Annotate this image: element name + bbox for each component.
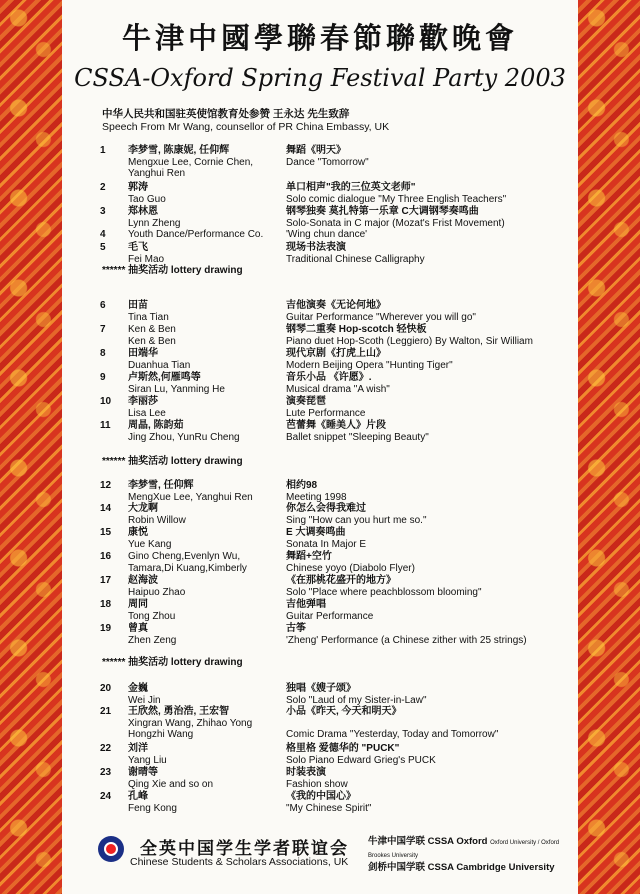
performer-line: 田苗 [128, 300, 148, 311]
performer-line: 周晶, 陈韵茹 [128, 420, 184, 431]
act-line: Comic Drama "Yesterday, Today and Tomorrow" [286, 729, 499, 740]
speech-chinese: 中华人民共和国驻英使馆教育处参赞 王永达 先生致辞 [102, 108, 350, 120]
act-line: Chinese yoyo (Diabolo Flyer) [286, 562, 415, 574]
act-line: Sing "How can you hurt me so." [286, 514, 427, 526]
footer-oxford: 牛津中国学联 CSSA Oxford [368, 836, 488, 847]
act-line: 音乐小品 《许愿》. [286, 372, 372, 383]
item-performers [128, 300, 288, 323]
item-act [286, 503, 576, 526]
act-line: Solo comic dialogue "My Three English Teachers" [286, 193, 507, 205]
item-number: 19 [100, 623, 112, 634]
item-performers [128, 229, 288, 241]
act-line: E 大调奏鸣曲 [286, 527, 346, 538]
act-line: Musical drama "A wish" [286, 383, 390, 395]
item-performers [128, 420, 288, 443]
left-dragon-border [0, 0, 62, 894]
act-line: Traditional Chinese Calligraphy [286, 253, 425, 265]
item-number: 22 [100, 743, 112, 754]
act-line: Solo "Laud of my Sister-in-Law" [286, 694, 427, 706]
act-line: 单口相声"我的三位英文老师" [286, 182, 416, 193]
performer-line: Jing Zhou, YunRu Cheng [128, 431, 240, 443]
performer-line: Tong Zhou [128, 610, 176, 622]
item-number: 23 [100, 767, 112, 778]
item-number: 5 [100, 242, 106, 253]
item-performers [128, 767, 288, 790]
performer-line: 谢晴等 [128, 767, 158, 778]
item-number: 24 [100, 791, 112, 802]
item-number: 2 [100, 182, 106, 193]
performer-line: Youth Dance/Performance Co. [128, 229, 264, 240]
item-performers [128, 503, 288, 526]
act-line: 你怎么会得我难过 [286, 503, 366, 514]
item-act [286, 551, 576, 574]
item-performers [128, 683, 288, 706]
item-act [286, 706, 576, 741]
page-title-chinese: 牛津中國學聯春節聯歡晚會 [121, 21, 518, 55]
item-performers [128, 480, 288, 503]
item-performers [128, 324, 288, 347]
item-act [286, 420, 576, 443]
programme-sheet [62, 0, 578, 894]
performer-line: 刘洋 [128, 743, 148, 754]
footer-cambridge: 剑桥中国学联 CSSA Cambridge University [368, 862, 555, 873]
performer-line: Tina Tian [128, 311, 169, 323]
performer-line: Hongzhi Wang [128, 729, 194, 740]
performer-line: Fei Mao [128, 253, 165, 265]
item-act [286, 743, 576, 766]
performer-line: Xingran Wang, Zhihao Yong [128, 717, 253, 729]
item-act [286, 229, 576, 241]
item-act [286, 623, 576, 646]
right-dragon-border [578, 0, 640, 894]
performer-line: 周同 [128, 599, 148, 610]
item-performers [128, 242, 288, 265]
performer-line: Siran Lu, Yanming He [128, 383, 225, 395]
performer-line: 康悦 [128, 527, 148, 538]
item-number: 1 [100, 145, 106, 156]
performer-line: 赵海波 [128, 575, 158, 586]
item-performers [128, 206, 288, 229]
act-line: Sonata In Major E [286, 538, 367, 550]
item-performers [128, 372, 288, 395]
item-act [286, 182, 576, 205]
act-line: Meeting 1998 [286, 491, 347, 503]
item-act [286, 575, 576, 598]
act-line: Solo-Sonata in C major (Mozat's Frist Movement) [286, 217, 505, 229]
performer-line: Tamara,Di Kuang,Kimberly [128, 562, 247, 574]
item-performers [128, 791, 288, 814]
act-line: Ballet snippet "Sleeping Beauty" [286, 431, 429, 443]
item-number: 6 [100, 300, 106, 311]
performer-line: 田端华 [128, 348, 158, 359]
performer-line: 孔峰 [128, 791, 148, 802]
performer-line: Feng Kong [128, 802, 177, 814]
item-number: 4 [100, 229, 106, 240]
performer-line: Haipuo Zhao [128, 586, 186, 598]
item-act [286, 242, 576, 265]
performer-line: 王欣然, 勇治浩, 王宏智 [128, 706, 230, 717]
item-number: 10 [100, 396, 112, 407]
item-number: 14 [100, 503, 112, 514]
performer-line: Tao Guo [128, 193, 166, 205]
performer-line: Yue Kang [128, 538, 172, 550]
act-line: Solo "Place where peachblossom blooming" [286, 586, 482, 598]
performer-line: Gino Cheng,Evenlyn Wu, [128, 551, 241, 562]
item-act [286, 791, 576, 814]
cssa-uk-logo-icon [98, 836, 124, 862]
performer-line: Ken & Ben [128, 324, 176, 335]
act-line: Solo Piano Edward Grieg's PUCK [286, 754, 436, 766]
act-line: 时装表演 [286, 767, 326, 778]
performer-line: Yang Liu [128, 754, 167, 766]
act-line: 钢琴独奏 莫扎特第一乐章 C大调钢琴奏鸣曲 [286, 206, 479, 217]
performer-line: 李丽莎 [128, 396, 158, 407]
item-number: 7 [100, 324, 106, 335]
performer-line: Wei Jin [128, 694, 161, 706]
performer-line: 曾真 [128, 623, 148, 634]
speech-english: Speech From Mr Wang, counsellor of PR China Embassy, UK [102, 121, 390, 133]
act-line: 芭蕾舞《睡美人》片段 [286, 420, 386, 431]
act-line: 吉他弹唱 [286, 599, 326, 610]
act-line: Lute Performance [286, 407, 366, 419]
item-number: 15 [100, 527, 112, 538]
act-line: Dance "Tomorrow" [286, 156, 369, 168]
performer-line: MengXue Lee, Yanghui Ren [128, 491, 253, 503]
act-line: Piano duet Hop-Scoth (Leggiero) By Walton, Sir William [286, 335, 533, 347]
item-performers [128, 182, 288, 205]
item-number: 8 [100, 348, 106, 359]
item-performers [128, 623, 288, 646]
performer-line: 郑林恩 [128, 206, 158, 217]
item-performers [128, 743, 288, 766]
performer-line: 大龙啊 [128, 503, 158, 514]
lottery-drawing-1: ****** 抽奖活动 lottery drawing [102, 265, 243, 276]
performer-line: Yanghui Ren [128, 168, 186, 179]
item-act [286, 324, 576, 347]
item-act [286, 767, 576, 790]
act-line: 舞蹈《明天》 [286, 145, 346, 156]
lottery-drawing-2: ****** 抽奖活动 lottery drawing [102, 456, 243, 467]
performer-line: 金巍 [128, 683, 148, 694]
item-number: 17 [100, 575, 112, 586]
item-act [286, 683, 576, 706]
footer [62, 828, 578, 878]
item-number: 20 [100, 683, 112, 694]
item-number: 11 [100, 420, 111, 431]
footer-oxford-universities: Oxford University / Oxford Brookes University [368, 840, 560, 859]
item-act [286, 480, 576, 503]
footer-association-chinese: 全英中国学生学者联谊会 [140, 839, 349, 859]
item-act [286, 396, 576, 419]
act-line: 'Zheng' Performance (a Chinese zither with 25 strings) [286, 634, 527, 646]
performer-line: Zhen Zeng [128, 634, 177, 646]
performer-line: 李梦雪, 陈康妮, 任仰辉 [128, 145, 230, 156]
act-line: 相约98 [286, 480, 318, 491]
item-number: 18 [100, 599, 112, 610]
item-performers [128, 527, 288, 550]
item-number: 3 [100, 206, 106, 217]
item-act [286, 300, 576, 323]
act-line: 《在那桃花盛开的地方》 [286, 575, 396, 586]
item-performers [128, 396, 288, 419]
act-line: "My Chinese Spirit" [286, 802, 372, 814]
act-line: Guitar Performance "Wherever you will go" [286, 311, 476, 323]
act-line: 钢琴二重奏 Hop-scotch 轻快板 [286, 324, 427, 335]
item-number: 16 [100, 551, 112, 562]
performer-line: Ken & Ben [128, 335, 176, 347]
act-line: 格里格 爱德华的 "PUCK" [286, 743, 400, 754]
act-line: Guitar Performance [286, 610, 374, 622]
item-act [286, 527, 576, 550]
performer-line: 李梦雪, 任仰辉 [128, 480, 194, 491]
footer-association-english: Chinese Students & Scholars Associations, UK [130, 856, 349, 868]
act-line: 《我的中国心》 [286, 791, 356, 802]
performer-line: Qing Xie and so on [128, 778, 214, 790]
page-title-english: CSSA-Oxford Spring Festival Party 2003 [74, 64, 566, 92]
act-line: 古筝 [286, 623, 306, 634]
item-act [286, 348, 576, 371]
act-line: 独唱《嫂子颂》 [286, 683, 356, 694]
act-line: Modern Beijing Opera "Hunting Tiger" [286, 359, 453, 371]
act-line: 演奏琵琶 [286, 396, 326, 407]
item-number: 12 [100, 480, 112, 491]
lottery-drawing-3: ****** 抽奖活动 lottery drawing [102, 657, 243, 668]
performer-line: Duanhua Tian [128, 359, 191, 371]
performer-line: Mengxue Lee, Cornie Chen, [128, 156, 254, 168]
item-performers [128, 551, 288, 574]
act-line: Fashion show [286, 778, 348, 790]
act-line: 小品《昨天, 今天和明天》 [286, 706, 402, 717]
item-performers [128, 706, 288, 741]
act-line: 现场书法表演 [286, 242, 346, 253]
item-performers [128, 599, 288, 622]
item-act [286, 599, 576, 622]
act-line: 舞蹈+空竹 [286, 551, 332, 562]
footer-branches [368, 836, 578, 874]
performer-line: Robin Willow [128, 514, 186, 526]
item-performers [128, 348, 288, 371]
act-line: 现代京剧《打虎上山》 [286, 348, 386, 359]
item-number: 21 [100, 706, 112, 717]
performer-line: Lynn Zheng [128, 217, 181, 229]
item-act [286, 372, 576, 395]
performer-line: 毛飞 [128, 242, 148, 253]
performer-line: Lisa Lee [128, 407, 166, 419]
performer-line: 卢斯然,何雁鸣等 [128, 372, 201, 383]
item-act [286, 206, 576, 229]
item-act [286, 145, 576, 168]
act-line: 吉他演奏《无论何地》 [286, 300, 386, 311]
act-line: 'Wing chun dance' [286, 229, 368, 240]
performer-line: 郭涛 [128, 182, 148, 193]
opening-speech [102, 108, 389, 134]
item-number: 9 [100, 372, 106, 383]
item-performers [128, 575, 288, 598]
act-line [286, 718, 576, 730]
item-performers [128, 145, 288, 180]
